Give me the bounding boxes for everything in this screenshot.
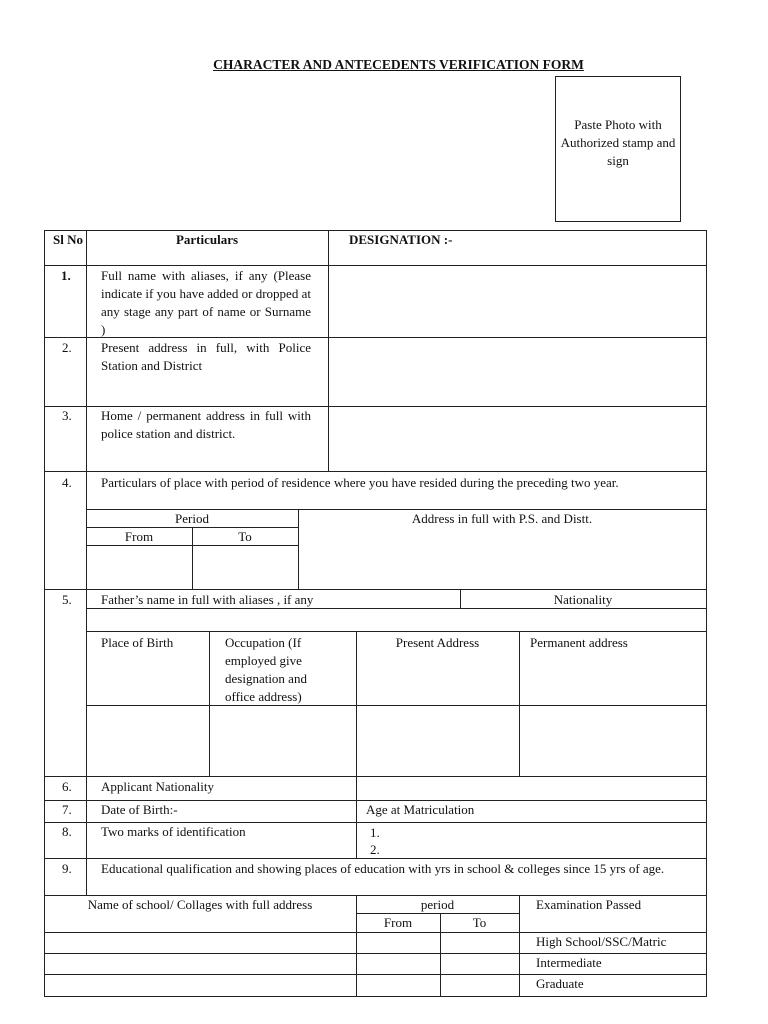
rule [519, 895, 520, 996]
rule [44, 974, 707, 975]
age-at-matriculation-label: Age at Matriculation [366, 802, 475, 817]
rule [356, 631, 357, 776]
row-number: 3. [62, 408, 72, 423]
exam-item: Intermediate [536, 955, 602, 970]
nationality-label: Nationality [553, 592, 613, 607]
row-number: 4. [62, 475, 72, 490]
photo-box: Paste Photo with Authorized stamp and sign [555, 76, 681, 222]
rule [328, 230, 329, 471]
row-4-label: Particulars of place with period of residence where you have resided during the preceding two year. [101, 475, 619, 490]
rule [86, 230, 87, 896]
header-sl-no: Sl No [53, 232, 83, 247]
row-number: 1. [61, 268, 71, 283]
rule [519, 631, 520, 776]
rule [44, 996, 707, 997]
rule [44, 265, 707, 266]
rule [209, 631, 210, 776]
from-header: From [383, 915, 413, 930]
place-of-birth-label: Place of Birth [101, 635, 174, 650]
rule [356, 776, 357, 858]
row-2-label: Present address in full, with Police Station and District [101, 340, 311, 373]
row-7-label: Date of Birth:- [101, 802, 178, 817]
present-address-label: Present Address [395, 635, 480, 650]
exam-passed-header: Examination Passed [536, 897, 642, 912]
rule [44, 471, 707, 472]
to-header: To [472, 915, 487, 930]
rule [706, 230, 707, 997]
row-number: 8. [62, 824, 72, 839]
row-number: 7. [62, 802, 72, 817]
address-label: Address in full with P.S. and Distt. [411, 511, 593, 526]
header-particulars: Particulars [175, 232, 239, 247]
row-3-label: Home / permanent address in full with police station and district. [101, 408, 311, 441]
page-title: CHARACTER AND ANTECEDENTS VERIFICATION FORM [213, 57, 584, 72]
exam-item: Graduate [536, 976, 584, 991]
rule [44, 589, 707, 590]
rule [44, 776, 707, 777]
row-8-label: Two marks of identification [101, 824, 246, 839]
row-5-label: Father’s name in full with aliases , if any [101, 592, 314, 607]
to-label: To [238, 529, 252, 544]
rule [86, 705, 706, 706]
mark-2-label: 2. [370, 842, 380, 857]
permanent-address-label: Permanent address [530, 635, 628, 650]
rule [86, 631, 706, 632]
row-1-label: Full name with aliases, if any (Please indicate if you have added or dropped at any stage any part of name or Surname ) [101, 268, 311, 337]
row-number: 5. [62, 592, 72, 607]
row-9-label: Educational qualification and showing places of education with yrs in school & colleges since 15 yrs of age. [101, 861, 665, 876]
row-6-label: Applicant Nationality [101, 779, 215, 794]
rule [44, 953, 707, 954]
rule [44, 230, 45, 997]
row-number: 2. [62, 340, 72, 355]
period-label: Period [175, 511, 209, 526]
mark-1-label: 1. [370, 825, 380, 840]
occupation-label: Occupation (If employed give designation and office address) [225, 635, 307, 704]
from-label: From [124, 529, 154, 544]
row-number: 9. [62, 861, 72, 876]
exam-item: High School/SSC/Matric [536, 934, 667, 949]
period-header: period [420, 897, 455, 912]
header-designation: DESIGNATION :- [349, 232, 453, 247]
row-number: 6. [62, 779, 72, 794]
school-header: Name of school/ Collages with full address [87, 897, 313, 912]
